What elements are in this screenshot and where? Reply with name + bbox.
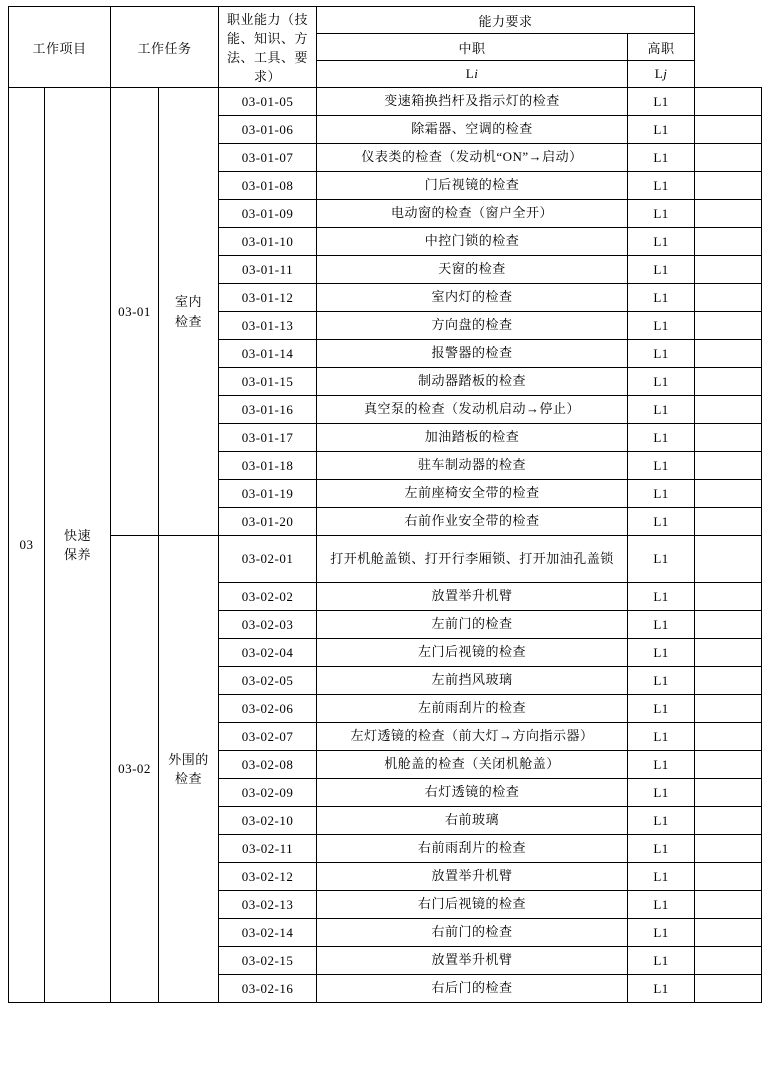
level-li-cell: L1 — [628, 611, 695, 639]
level-li-cell: L1 — [628, 807, 695, 835]
ability-code-cell: 03-02-04 — [219, 639, 317, 667]
ability-name-cell: 室内灯的检查 — [317, 284, 628, 312]
ability-code-cell: 03-01-12 — [219, 284, 317, 312]
level-li-cell: L1 — [628, 947, 695, 975]
level-li-cell: L1 — [628, 835, 695, 863]
ability-code-cell: 03-02-11 — [219, 835, 317, 863]
header-requirement-group: 能力要求 — [317, 7, 695, 34]
level-lj-cell — [695, 695, 762, 723]
ability-code-cell: 03-01-07 — [219, 144, 317, 172]
level-lj-cell — [695, 424, 762, 452]
level-li-cell: L1 — [628, 116, 695, 144]
ability-name-cell: 机舱盖的检查（关闭机舱盖） — [317, 751, 628, 779]
ability-code-cell: 03-01-13 — [219, 312, 317, 340]
ability-code-cell: 03-02-16 — [219, 975, 317, 1003]
level-lj-cell — [695, 891, 762, 919]
ability-code-cell: 03-01-19 — [219, 480, 317, 508]
ability-name-cell: 除霜器、空调的检查 — [317, 116, 628, 144]
ability-code-cell: 03-02-10 — [219, 807, 317, 835]
ability-name-cell: 右前作业安全带的检查 — [317, 508, 628, 536]
level-li-cell: L1 — [628, 424, 695, 452]
ability-code-cell: 03-02-09 — [219, 779, 317, 807]
ability-code-cell: 03-02-14 — [219, 919, 317, 947]
level-li-cell: L1 — [628, 723, 695, 751]
level-li-cell: L1 — [628, 256, 695, 284]
level-lj-cell — [695, 723, 762, 751]
task-name-cell — [159, 88, 219, 536]
ability-code-cell: 03-01-14 — [219, 340, 317, 368]
header-li — [317, 61, 628, 88]
task-code-cell: 03-01 — [111, 88, 159, 536]
level-li-cell: L1 — [628, 480, 695, 508]
ability-code-cell: 03-01-06 — [219, 116, 317, 144]
header-lj — [628, 61, 695, 88]
table-row — [9, 88, 762, 116]
ability-code-cell: 03-01-16 — [219, 396, 317, 424]
ability-code-cell: 03-01-10 — [219, 228, 317, 256]
ability-name-cell: 右前门的检查 — [317, 919, 628, 947]
level-li-cell: L1 — [628, 975, 695, 1003]
level-li-cell: L1 — [628, 88, 695, 116]
level-lj-cell — [695, 200, 762, 228]
table-body — [9, 88, 762, 1003]
level-li-cell: L1 — [628, 779, 695, 807]
level-li-cell: L1 — [628, 891, 695, 919]
ability-name-cell: 右后门的检查 — [317, 975, 628, 1003]
ability-name-cell: 右前雨刮片的检查 — [317, 835, 628, 863]
level-li-cell: L1 — [628, 144, 695, 172]
level-lj-cell — [695, 835, 762, 863]
task-name-line1: 室内 — [175, 294, 203, 309]
ability-code-cell: 03-01-20 — [219, 508, 317, 536]
ability-name-cell: 方向盘的检查 — [317, 312, 628, 340]
level-lj-cell — [695, 508, 762, 536]
ability-code-cell: 03-02-06 — [219, 695, 317, 723]
ability-code-cell: 03-01-05 — [219, 88, 317, 116]
level-lj-cell — [695, 639, 762, 667]
ability-code-cell: 03-02-12 — [219, 863, 317, 891]
level-lj-cell — [695, 312, 762, 340]
level-lj-cell — [695, 480, 762, 508]
ability-name-cell: 放置举升机臂 — [317, 583, 628, 611]
level-li-cell: L1 — [628, 508, 695, 536]
level-li-cell: L1 — [628, 583, 695, 611]
level-li-cell: L1 — [628, 312, 695, 340]
ability-name-cell: 天窗的检查 — [317, 256, 628, 284]
task-name-line1: 外围的 — [168, 751, 209, 767]
ability-code-cell: 03-02-03 — [219, 611, 317, 639]
ability-name-cell: 仪表类的检查（发动机“ON”→启动） — [317, 144, 628, 172]
ability-code-cell: 03-01-15 — [219, 368, 317, 396]
ability-name-cell: 放置举升机臂 — [317, 947, 628, 975]
project-name-line2: 保养 — [64, 547, 92, 562]
ability-code-cell: 03-01-17 — [219, 424, 317, 452]
ability-name-cell: 变速箱换挡杆及指示灯的检查 — [317, 88, 628, 116]
ability-name-cell: 左前挡风玻璃 — [317, 667, 628, 695]
level-li-cell: L1 — [628, 863, 695, 891]
level-lj-cell — [695, 284, 762, 312]
task-name-line2: 检查 — [175, 771, 203, 786]
level-lj-cell — [695, 536, 762, 583]
level-lj-cell — [695, 779, 762, 807]
level-lj-cell — [695, 340, 762, 368]
ability-code-cell: 03-02-01 — [219, 536, 317, 583]
header-mid-level: 中职 — [317, 34, 628, 61]
ability-name-cell: 真空泵的检查（发动机启动→停止） — [317, 396, 628, 424]
level-lj-cell — [695, 116, 762, 144]
level-li-cell: L1 — [628, 368, 695, 396]
level-lj-cell — [695, 368, 762, 396]
level-li-cell: L1 — [628, 396, 695, 424]
level-li-cell: L1 — [628, 172, 695, 200]
ability-name-cell: 右门后视镜的检查 — [317, 891, 628, 919]
level-lj-cell — [695, 228, 762, 256]
ability-code-cell: 03-01-09 — [219, 200, 317, 228]
ability-code-cell: 03-02-02 — [219, 583, 317, 611]
ability-name-cell: 加油踏板的检查 — [317, 424, 628, 452]
header-work-project: 工作项目 — [9, 7, 111, 88]
level-lj-cell — [695, 863, 762, 891]
ability-name-cell: 右前玻璃 — [317, 807, 628, 835]
ability-name-cell: 左前门的检查 — [317, 611, 628, 639]
ability-code-cell: 03-02-13 — [219, 891, 317, 919]
ability-name-cell: 左灯透镜的检查（前大灯→方向指示器） — [317, 723, 628, 751]
level-li-cell: L1 — [628, 452, 695, 480]
ability-name-cell: 驻车制动器的检查 — [317, 452, 628, 480]
project-name-cell — [45, 88, 111, 1003]
ability-code-cell: 03-02-15 — [219, 947, 317, 975]
level-lj-cell — [695, 172, 762, 200]
level-li-cell: L1 — [628, 919, 695, 947]
level-lj-cell — [695, 452, 762, 480]
ability-name-cell: 电动窗的检查（窗户全开） — [317, 200, 628, 228]
ability-code-cell: 03-01-18 — [219, 452, 317, 480]
project-code-cell: 03 — [9, 88, 45, 1003]
ability-name-cell: 报警器的检查 — [317, 340, 628, 368]
header-lj-text: Lj — [654, 66, 668, 81]
ability-code-cell: 03-01-11 — [219, 256, 317, 284]
level-li-cell: L1 — [628, 536, 695, 583]
ability-code-cell: 03-02-05 — [219, 667, 317, 695]
level-lj-cell — [695, 751, 762, 779]
header-li-text: Li — [465, 66, 479, 81]
ability-name-cell: 左前座椅安全带的检查 — [317, 480, 628, 508]
table-header — [9, 7, 762, 88]
level-li-cell: L1 — [628, 667, 695, 695]
level-lj-cell — [695, 807, 762, 835]
level-li-cell: L1 — [628, 751, 695, 779]
level-lj-cell — [695, 256, 762, 284]
level-li-cell: L1 — [628, 228, 695, 256]
level-li-cell: L1 — [628, 639, 695, 667]
ability-name-cell: 右灯透镜的检查 — [317, 779, 628, 807]
level-lj-cell — [695, 583, 762, 611]
task-name-line2: 检查 — [175, 313, 203, 329]
ability-name-cell: 打开机舱盖锁、打开行李厢锁、打开加油孔盖锁 — [317, 536, 628, 583]
ability-name-cell: 制动器踏板的检查 — [317, 368, 628, 396]
ability-name-cell: 左门后视镜的检查 — [317, 639, 628, 667]
ability-code-cell: 03-01-08 — [219, 172, 317, 200]
level-lj-cell — [695, 667, 762, 695]
level-lj-cell — [695, 975, 762, 1003]
header-work-task: 工作任务 — [111, 7, 219, 88]
ability-name-cell: 门后视镜的检查 — [317, 172, 628, 200]
level-lj-cell — [695, 88, 762, 116]
ability-code-cell: 03-02-07 — [219, 723, 317, 751]
vocational-ability-table — [8, 6, 762, 1003]
level-lj-cell — [695, 919, 762, 947]
level-li-cell: L1 — [628, 284, 695, 312]
header-ability: 职业能力（技能、知识、方法、工具、要求） — [219, 7, 317, 88]
level-li-cell: L1 — [628, 695, 695, 723]
header-high-level: 高职 — [628, 34, 695, 61]
ability-name-cell: 放置举升机臂 — [317, 863, 628, 891]
task-name-cell — [159, 536, 219, 1003]
ability-name-cell: 左前雨刮片的检查 — [317, 695, 628, 723]
table-row — [9, 536, 762, 583]
task-code-cell: 03-02 — [111, 536, 159, 1003]
ability-name-cell: 中控门锁的检查 — [317, 228, 628, 256]
level-li-cell: L1 — [628, 200, 695, 228]
level-lj-cell — [695, 611, 762, 639]
level-lj-cell — [695, 144, 762, 172]
project-name-line1: 快速 — [64, 527, 92, 543]
level-lj-cell — [695, 396, 762, 424]
level-lj-cell — [695, 947, 762, 975]
ability-code-cell: 03-02-08 — [219, 751, 317, 779]
level-li-cell: L1 — [628, 340, 695, 368]
